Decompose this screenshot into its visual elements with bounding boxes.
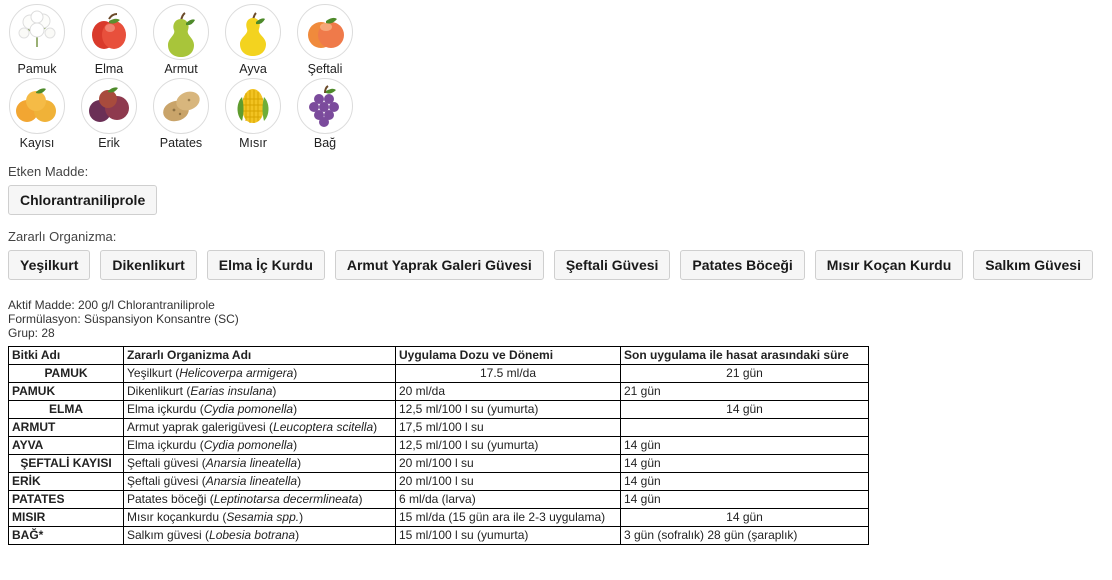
cell-pest: Şeftali güvesi (Anarsia lineatella)	[124, 473, 396, 491]
pear-icon[interactable]	[153, 4, 209, 60]
cell-dose: 15 ml/da (15 gün ara ile 2-3 uygulama)	[396, 509, 621, 527]
cell-dose: 6 ml/da (larva)	[396, 491, 621, 509]
crop-item-armut[interactable]	[152, 4, 210, 76]
chip-armut-yaprak-galeri-guvesi[interactable]: Armut Yaprak Galeri Güvesi	[335, 250, 544, 280]
cell-plant: MISIR	[9, 509, 124, 527]
usage-table	[8, 346, 869, 545]
cell-plant: ŞEFTALİ KAYISI	[9, 455, 124, 473]
cell-pest: Dikenlikurt (Earias insulana)	[124, 383, 396, 401]
cell-plant: ARMUT	[9, 419, 124, 437]
cell-pest: Şeftali güvesi (Anarsia lineatella)	[124, 455, 396, 473]
cell-interval: 14 gün	[621, 401, 869, 419]
cell-pest: Elma içkurdu (Cydia pomonella)	[124, 401, 396, 419]
crop-item-pamuk[interactable]	[8, 4, 66, 76]
chip-dikenlikurt[interactable]: Dikenlikurt	[100, 250, 196, 280]
corn-icon[interactable]	[225, 78, 281, 134]
crop-label: Şeftali	[307, 62, 343, 76]
crop-label: Pamuk	[17, 62, 57, 76]
apricot-icon[interactable]	[9, 78, 65, 134]
cell-plant: ERİK	[9, 473, 124, 491]
apple-icon[interactable]	[81, 4, 137, 60]
crop-item-bag[interactable]	[296, 78, 354, 150]
cell-dose: 20 ml/100 l su	[396, 455, 621, 473]
table-header-row	[9, 347, 869, 365]
cell-interval: 14 gün	[621, 437, 869, 455]
crop-label: Erik	[98, 136, 120, 150]
chip-yesilkurt[interactable]: Yeşilkurt	[8, 250, 90, 280]
crop-label: Bağ	[313, 136, 337, 150]
cell-plant: ELMA	[9, 401, 124, 419]
cell-dose: 20 ml/100 l su	[396, 473, 621, 491]
crop-label: Patates	[159, 136, 203, 150]
cell-interval: 14 gün	[621, 455, 869, 473]
crop-icon-grid	[0, 0, 1112, 150]
crop-label: Armut	[164, 62, 198, 76]
cell-interval: 14 gün	[621, 473, 869, 491]
cell-plant: PAMUK	[9, 383, 124, 401]
chip-chlorantraniliprole[interactable]: Chlorantraniliprole	[8, 185, 157, 215]
cotton-icon[interactable]	[9, 4, 65, 60]
cell-pest: Patates böceği (Leptinotarsa decermlineata)	[124, 491, 396, 509]
plum-icon[interactable]	[81, 78, 137, 134]
header-pest: Zararlı Organizma Adı	[124, 347, 396, 365]
crop-item-patates[interactable]	[152, 78, 210, 150]
cell-plant: PAMUK	[9, 365, 124, 383]
pest-label: Zararlı Organizma:	[8, 229, 117, 244]
cell-interval: 14 gün	[621, 491, 869, 509]
cell-pest: Elma içkurdu (Cydia pomonella)	[124, 437, 396, 455]
active-ingredient-label: Etken Madde:	[8, 164, 89, 179]
cell-dose: 12,5 ml/100 l su (yumurta)	[396, 437, 621, 455]
potato-icon[interactable]	[153, 78, 209, 134]
crop-row-2	[8, 78, 1112, 150]
crop-row-1	[8, 4, 1112, 76]
cell-interval	[621, 419, 869, 437]
quince-icon[interactable]	[225, 4, 281, 60]
chip-salkim-guvesi[interactable]: Salkım Güvesi	[973, 250, 1093, 280]
chip-elma-ic-kurdu[interactable]: Elma İç Kurdu	[207, 250, 325, 280]
cell-dose: 17,5 ml/100 l su	[396, 419, 621, 437]
meta-formulation: Formülasyon: Süspansiyon Konsantre (SC)	[8, 312, 239, 326]
peach-icon[interactable]	[297, 4, 353, 60]
active-ingredient-chips	[0, 185, 1112, 215]
crop-item-misir[interactable]	[224, 78, 282, 150]
table-row	[9, 383, 869, 401]
crop-label: Ayva	[239, 62, 267, 76]
cell-interval: 21 gün	[621, 383, 869, 401]
cell-plant: PATATES	[9, 491, 124, 509]
cell-pest: Mısır koçankurdu (Sesamia spp.)	[124, 509, 396, 527]
header-plant: Bitki Adı	[9, 347, 124, 365]
table-row	[9, 473, 869, 491]
table-row	[9, 527, 869, 545]
meta-active-ingredient: Aktif Madde: 200 g/l Chlorantraniliprole	[8, 298, 215, 312]
cell-dose: 20 ml/da	[396, 383, 621, 401]
cell-pest: Armut yaprak galerigüvesi (Leucoptera scitella)	[124, 419, 396, 437]
product-meta	[0, 298, 1112, 340]
meta-group: Grup: 28	[8, 326, 55, 340]
chip-misir-kocan-kurdu[interactable]: Mısır Koçan Kurdu	[815, 250, 963, 280]
table-row	[9, 401, 869, 419]
cell-dose: 17.5 ml/da	[396, 365, 621, 383]
cell-interval: 21 gün	[621, 365, 869, 383]
chip-patates-bocegi[interactable]: Patates Böceği	[680, 250, 804, 280]
table-row	[9, 419, 869, 437]
crop-label: Mısır	[239, 136, 267, 150]
crop-item-seftali[interactable]	[296, 4, 354, 76]
crop-item-kayisi[interactable]	[8, 78, 66, 150]
table-row	[9, 437, 869, 455]
cell-plant: AYVA	[9, 437, 124, 455]
header-dose: Uygulama Dozu ve Dönemi	[396, 347, 621, 365]
crop-item-ayva[interactable]	[224, 4, 282, 76]
cell-interval: 3 gün (sofralık) 28 gün (şaraplık)	[621, 527, 869, 545]
pest-chips	[0, 250, 1112, 280]
grape-icon[interactable]	[297, 78, 353, 134]
cell-pest: Yeşilkurt (Helicoverpa armigera)	[124, 365, 396, 383]
crop-label: Kayısı	[19, 136, 55, 150]
cell-plant: BAĞ*	[9, 527, 124, 545]
table-row	[9, 509, 869, 527]
cell-pest: Salkım güvesi (Lobesia botrana)	[124, 527, 396, 545]
cell-dose: 12,5 ml/100 l su (yumurta)	[396, 401, 621, 419]
crop-label: Elma	[94, 62, 124, 76]
table-body	[9, 365, 869, 545]
cell-dose: 15 ml/100 l su (yumurta)	[396, 527, 621, 545]
cell-interval: 14 gün	[621, 509, 869, 527]
crop-item-erik[interactable]	[80, 78, 138, 150]
table-row	[9, 491, 869, 509]
table-row	[9, 455, 869, 473]
crop-item-elma[interactable]	[80, 4, 138, 76]
header-interval: Son uygulama ile hasat arasındaki süre	[621, 347, 869, 365]
table-row	[9, 365, 869, 383]
chip-seftali-guvesi[interactable]: Şeftali Güvesi	[554, 250, 671, 280]
